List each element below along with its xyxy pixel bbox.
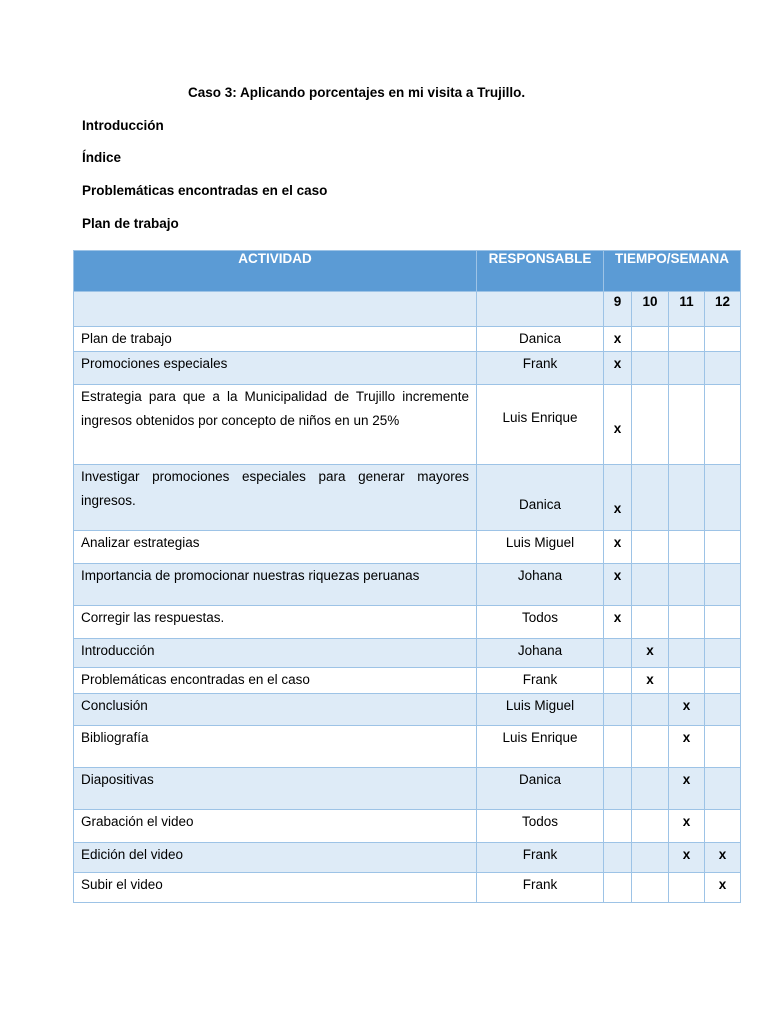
table-row [74,385,741,465]
empty-cell [477,292,604,327]
table-row [74,606,741,639]
week-9-mark: x [604,465,632,531]
week-9-mark [604,668,632,694]
responsible-cell: Danica [477,465,604,531]
heading-plan-de-trabajo: Plan de trabajo [82,216,179,231]
activity-cell: Corregir las respuestas. [74,606,477,639]
week-10-mark [632,810,669,843]
activity-cell: Problemáticas encontradas en el caso [74,668,477,694]
responsible-cell: Johana [477,564,604,606]
week-10-mark [632,843,669,873]
week-12-mark [705,465,741,531]
week-10-mark [632,873,669,903]
week-11-mark [669,385,705,465]
week-10-mark [632,606,669,639]
week-9: 9 [604,292,632,327]
week-9-mark [604,726,632,768]
week-11-mark [669,564,705,606]
week-9-mark [604,639,632,668]
activity-cell: Importancia de promocionar nuestras riquezas peruanas [74,564,477,606]
responsible-cell: Todos [477,810,604,843]
work-plan-table [73,250,741,903]
week-10-mark: x [632,668,669,694]
responsible-cell: Frank [477,352,604,385]
week-12-mark [705,694,741,726]
table-row [74,726,741,768]
responsible-cell: Todos [477,606,604,639]
activity-cell: Promociones especiales [74,352,477,385]
week-12-mark [705,768,741,810]
week-11-mark: x [669,843,705,873]
week-9-mark: x [604,564,632,606]
week-10-mark [632,768,669,810]
week-11-mark [669,668,705,694]
activity-cell: Conclusión [74,694,477,726]
activity-cell: Plan de trabajo [74,327,477,352]
responsible-cell: Frank [477,668,604,694]
week-11-mark [669,531,705,564]
week-12-mark [705,352,741,385]
week-10-mark [632,694,669,726]
activity-cell: Investigar promociones especiales para generar mayores ingresos. [74,465,477,531]
week-11-mark: x [669,726,705,768]
table-row [74,810,741,843]
table-row [74,352,741,385]
week-9-mark [604,843,632,873]
week-11-mark [669,873,705,903]
responsible-cell: Luis Miguel [477,531,604,564]
week-10-mark [632,352,669,385]
week-11-mark [669,352,705,385]
week-12-mark [705,726,741,768]
table-row [74,531,741,564]
activity-cell: Introducción [74,639,477,668]
week-9-mark [604,768,632,810]
week-10-mark [632,564,669,606]
table-row [74,843,741,873]
week-10-mark [632,327,669,352]
week-12-mark [705,810,741,843]
activity-cell: Analizar estrategias [74,531,477,564]
heading-introduccion: Introducción [82,118,164,133]
week-10-mark: x [632,639,669,668]
table-row [74,639,741,668]
week-9-mark [604,810,632,843]
week-10-mark [632,385,669,465]
week-9-mark [604,873,632,903]
responsible-cell: Frank [477,873,604,903]
document-title: Caso 3: Aplicando porcentajes en mi visita a Trujillo. [188,85,526,100]
week-9-mark: x [604,385,632,465]
week-12-mark [705,327,741,352]
responsible-cell: Frank [477,843,604,873]
week-11-mark: x [669,768,705,810]
week-11: 11 [669,292,705,327]
empty-cell [74,292,477,327]
week-12: 12 [705,292,741,327]
responsible-cell: Danica [477,327,604,352]
activity-cell: Diapositivas [74,768,477,810]
week-10-mark [632,531,669,564]
table-header-row [74,251,741,292]
week-11-mark: x [669,694,705,726]
week-12-mark: x [705,843,741,873]
table-row [74,564,741,606]
week-11-mark [669,639,705,668]
heading-problematicas: Problemáticas encontradas en el caso [82,183,328,198]
week-11-mark [669,606,705,639]
activity-cell: Estrategia para que a la Municipalidad de Trujillo incremente ingresos obtenidos por concepto de niños en un 25% [74,385,477,465]
week-12-mark [705,668,741,694]
table-row [74,668,741,694]
responsible-cell: Luis Miguel [477,694,604,726]
table-row [74,768,741,810]
table-row [74,873,741,903]
activity-cell: Subir el video [74,873,477,903]
heading-indice: Índice [82,150,122,165]
week-12-mark [705,385,741,465]
week-10-mark [632,465,669,531]
week-12-mark [705,606,741,639]
activity-cell: Bibliografía [74,726,477,768]
week-11-mark: x [669,810,705,843]
responsible-cell: Danica [477,768,604,810]
week-9-mark: x [604,327,632,352]
week-9-mark: x [604,352,632,385]
week-12-mark [705,564,741,606]
week-10: 10 [632,292,669,327]
week-9-mark: x [604,531,632,564]
week-10-mark [632,726,669,768]
table-row [74,465,741,531]
activity-cell: Edición del video [74,843,477,873]
week-12-mark: x [705,873,741,903]
week-9-mark: x [604,606,632,639]
week-11-mark [669,465,705,531]
table-row [74,694,741,726]
header-responsable: RESPONSABLE [477,251,604,292]
week-11-mark [669,327,705,352]
responsible-cell: Luis Enrique [477,726,604,768]
table-row [74,327,741,352]
header-actividad: ACTIVIDAD [74,251,477,292]
responsible-cell: Johana [477,639,604,668]
week-9-mark [604,694,632,726]
week-12-mark [705,531,741,564]
week-12-mark [705,639,741,668]
responsible-cell: Luis Enrique [477,385,604,465]
week-number-row [74,292,741,327]
header-tiempo-semana: TIEMPO/SEMANA [604,251,741,292]
activity-cell: Grabación el video [74,810,477,843]
